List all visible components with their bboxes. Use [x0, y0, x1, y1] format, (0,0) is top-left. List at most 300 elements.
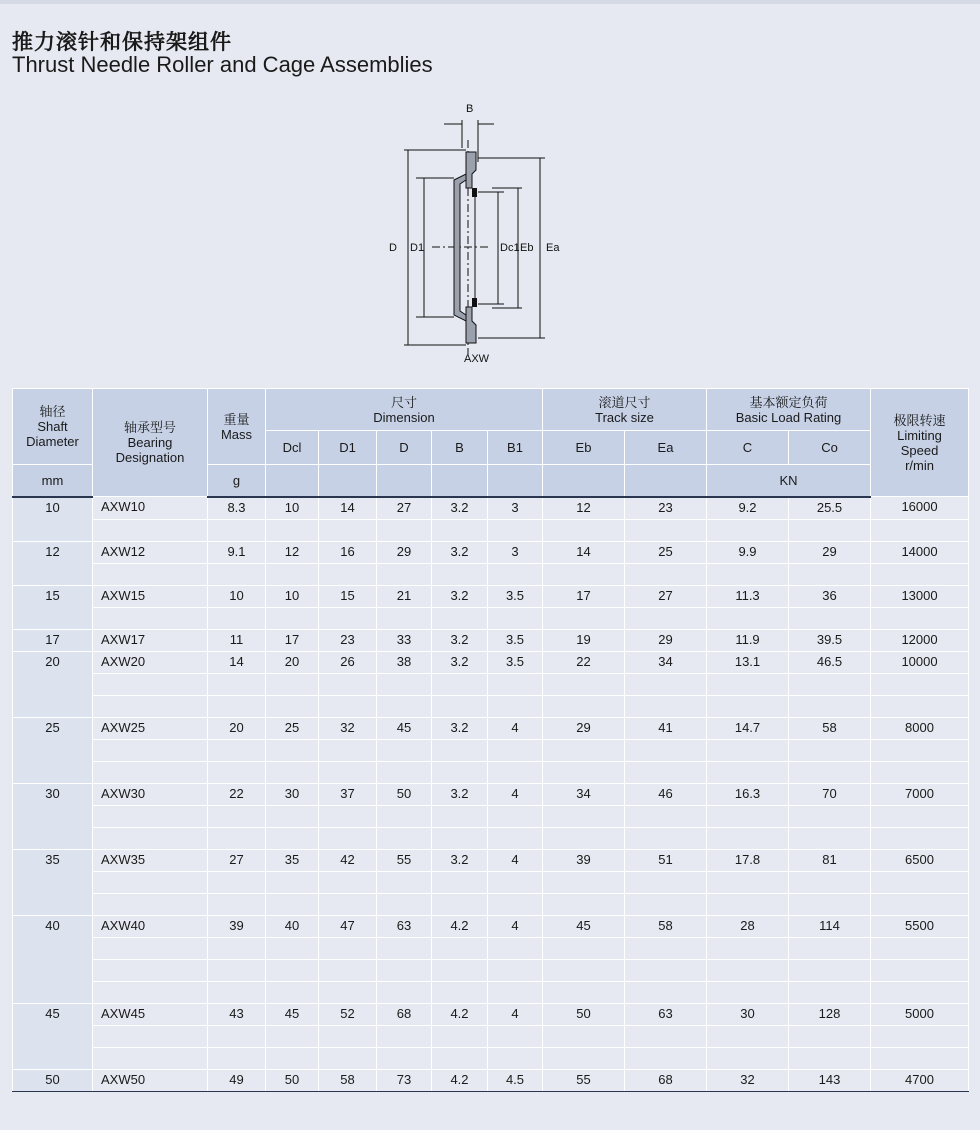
- cell-empty: [707, 827, 789, 849]
- cell-mass: 20: [208, 717, 266, 739]
- cell-empty: [377, 739, 432, 761]
- cell-empty: [432, 673, 488, 695]
- table-spacer-row: [13, 805, 969, 827]
- cell-empty: [208, 1025, 266, 1047]
- cell-ea: 34: [625, 651, 707, 673]
- table-spacer-row: [13, 1025, 969, 1047]
- cell-empty: [432, 519, 488, 541]
- diagram-caption: AXW: [464, 353, 490, 365]
- cell-b: 3.2: [432, 497, 488, 520]
- cell-empty: [432, 563, 488, 585]
- cell-empty: [871, 695, 969, 717]
- cell-empty: [432, 805, 488, 827]
- cell-empty: [266, 673, 319, 695]
- cell-empty: [93, 827, 208, 849]
- table-row: [13, 651, 969, 673]
- cell-b: 3.2: [432, 849, 488, 871]
- cell-empty: [319, 827, 377, 849]
- cell-eb: 50: [543, 1003, 625, 1025]
- cell-empty: [789, 827, 871, 849]
- cell-empty: [208, 563, 266, 585]
- cell-empty: [266, 739, 319, 761]
- cell-empty: [789, 871, 871, 893]
- cell-empty: [319, 893, 377, 915]
- cell-shaft-diameter: 40: [13, 915, 93, 1003]
- cell-empty: [377, 519, 432, 541]
- cell-speed: 5500: [871, 915, 969, 937]
- cell-empty: [432, 871, 488, 893]
- cell-b: 3.2: [432, 717, 488, 739]
- cell-dcl: 35: [266, 849, 319, 871]
- header-text: Basic Load Rating: [735, 409, 842, 425]
- label-dc1: Dc1: [500, 242, 520, 254]
- cell-c: 11.9: [707, 629, 789, 651]
- cell-empty: [377, 871, 432, 893]
- cell-empty: [789, 761, 871, 783]
- cell-empty: [266, 761, 319, 783]
- cell-empty: [625, 673, 707, 695]
- cell-empty: [871, 893, 969, 915]
- header-d1: D1: [319, 431, 377, 465]
- header-text: Track size: [595, 409, 654, 425]
- cell-speed: 16000: [871, 497, 969, 520]
- cell-empty: [377, 827, 432, 849]
- cell-eb: 39: [543, 849, 625, 871]
- cell-empty: [625, 761, 707, 783]
- cell-eb: 22: [543, 651, 625, 673]
- cell-empty: [432, 937, 488, 959]
- cell-empty: [789, 563, 871, 585]
- cell-empty: [543, 1025, 625, 1047]
- cell-empty: [93, 673, 208, 695]
- cell-d1: 26: [319, 651, 377, 673]
- cell-designation: AXW20: [93, 651, 208, 673]
- table-row: [13, 497, 969, 520]
- cell-empty: [871, 981, 969, 1003]
- cell-d: 27: [377, 497, 432, 520]
- cell-designation: AXW17: [93, 629, 208, 651]
- cell-speed: 13000: [871, 585, 969, 607]
- cell-d1: 47: [319, 915, 377, 937]
- cell-empty: [625, 563, 707, 585]
- cell-empty: [543, 607, 625, 629]
- cell-empty: [871, 739, 969, 761]
- cell-shaft-diameter: 30: [13, 783, 93, 849]
- header-text: 尺寸: [390, 394, 417, 410]
- header-mass: [208, 389, 266, 465]
- cell-empty: [208, 739, 266, 761]
- header-text: Dimension: [373, 409, 435, 425]
- cell-empty: [93, 937, 208, 959]
- cell-empty: [377, 563, 432, 585]
- cell-empty: [377, 607, 432, 629]
- header-co: Co: [789, 431, 871, 465]
- cell-empty: [543, 519, 625, 541]
- cell-empty: [543, 893, 625, 915]
- cell-empty: [625, 1025, 707, 1047]
- cell-empty: [871, 805, 969, 827]
- cell-empty: [377, 893, 432, 915]
- cell-empty: [432, 607, 488, 629]
- cell-empty: [319, 981, 377, 1003]
- cell-b1: 3: [488, 497, 543, 520]
- cell-empty: [789, 739, 871, 761]
- cell-dcl: 17: [266, 629, 319, 651]
- table-row: [13, 1003, 969, 1025]
- cell-empty: [208, 673, 266, 695]
- cell-empty: [543, 937, 625, 959]
- cell-co: 128: [789, 1003, 871, 1025]
- cell-d: 45: [377, 717, 432, 739]
- cell-shaft-diameter: 45: [13, 1003, 93, 1069]
- cell-ea: 27: [625, 585, 707, 607]
- cell-empty: [789, 695, 871, 717]
- cell-dcl: 50: [266, 1069, 319, 1091]
- unit-blank: [625, 465, 707, 497]
- cell-dcl: 45: [266, 1003, 319, 1025]
- cell-empty: [432, 695, 488, 717]
- header-basic-load-rating: [707, 389, 871, 431]
- cell-empty: [377, 1025, 432, 1047]
- cell-b1: 3: [488, 541, 543, 563]
- cell-d1: 32: [319, 717, 377, 739]
- cell-eb: 19: [543, 629, 625, 651]
- cell-mass: 11: [208, 629, 266, 651]
- cell-b1: 4: [488, 717, 543, 739]
- specification-table: [12, 388, 969, 1092]
- cell-empty: [208, 761, 266, 783]
- cell-b1: 4: [488, 1003, 543, 1025]
- table-spacer-row: [13, 981, 969, 1003]
- cell-empty: [208, 981, 266, 1003]
- cell-empty: [707, 871, 789, 893]
- cell-c: 32: [707, 1069, 789, 1091]
- cell-empty: [789, 1047, 871, 1069]
- cell-co: 143: [789, 1069, 871, 1091]
- header-dimension: [266, 389, 543, 431]
- cell-co: 70: [789, 783, 871, 805]
- unit-blank: [266, 465, 319, 497]
- cell-dcl: 20: [266, 651, 319, 673]
- cell-d: 63: [377, 915, 432, 937]
- cell-empty: [871, 827, 969, 849]
- cell-ea: 29: [625, 629, 707, 651]
- unit-g: g: [208, 465, 266, 497]
- page-title-chinese: 推力滚针和保持架组件: [12, 30, 232, 54]
- table-row: [13, 783, 969, 805]
- header-c: C: [707, 431, 789, 465]
- cell-empty: [432, 761, 488, 783]
- cell-empty: [707, 959, 789, 981]
- cell-empty: [488, 695, 543, 717]
- table-body: [13, 497, 969, 1092]
- cell-empty: [625, 607, 707, 629]
- cell-empty: [377, 695, 432, 717]
- top-band: [0, 0, 980, 4]
- cell-empty: [625, 981, 707, 1003]
- cross-section-drawing: [380, 100, 580, 370]
- cell-co: 39.5: [789, 629, 871, 651]
- unit-blank: [377, 465, 432, 497]
- cell-empty: [319, 519, 377, 541]
- cell-d1: 16: [319, 541, 377, 563]
- table-spacer-row: [13, 1047, 969, 1069]
- cell-mass: 8.3: [208, 497, 266, 520]
- cell-d: 50: [377, 783, 432, 805]
- cell-empty: [871, 959, 969, 981]
- cell-empty: [488, 1047, 543, 1069]
- cell-b1: 4: [488, 915, 543, 937]
- cell-b: 3.2: [432, 783, 488, 805]
- cell-empty: [432, 1047, 488, 1069]
- cell-empty: [543, 871, 625, 893]
- cell-c: 13.1: [707, 651, 789, 673]
- cell-empty: [543, 673, 625, 695]
- cell-c: 28: [707, 915, 789, 937]
- cell-empty: [543, 827, 625, 849]
- cell-empty: [543, 981, 625, 1003]
- cell-mass: 10: [208, 585, 266, 607]
- label-b: B: [466, 103, 474, 115]
- header-text: 轴承型号: [123, 420, 176, 435]
- cell-empty: [208, 1047, 266, 1069]
- cell-designation: AXW12: [93, 541, 208, 563]
- header-text: Speed: [900, 442, 939, 458]
- cell-shaft-diameter: 12: [13, 541, 93, 585]
- cell-empty: [432, 1025, 488, 1047]
- cell-ea: 46: [625, 783, 707, 805]
- cell-speed: 4700: [871, 1069, 969, 1091]
- cell-empty: [871, 673, 969, 695]
- cell-empty: [93, 519, 208, 541]
- cell-empty: [789, 519, 871, 541]
- cell-empty: [488, 1025, 543, 1047]
- cell-speed: 12000: [871, 629, 969, 651]
- cell-empty: [266, 937, 319, 959]
- cell-c: 30: [707, 1003, 789, 1025]
- cell-empty: [543, 761, 625, 783]
- cell-empty: [789, 1025, 871, 1047]
- cell-speed: 6500: [871, 849, 969, 871]
- cell-empty: [266, 827, 319, 849]
- cell-d1: 42: [319, 849, 377, 871]
- cell-c: 11.3: [707, 585, 789, 607]
- cell-mass: 9.1: [208, 541, 266, 563]
- cell-eb: 55: [543, 1069, 625, 1091]
- unit-mm: mm: [13, 465, 93, 497]
- cell-empty: [789, 673, 871, 695]
- cell-speed: 10000: [871, 651, 969, 673]
- cell-empty: [208, 893, 266, 915]
- cell-ea: 51: [625, 849, 707, 871]
- cell-empty: [707, 893, 789, 915]
- table-row: [13, 541, 969, 563]
- cell-empty: [208, 519, 266, 541]
- cell-designation: AXW35: [93, 849, 208, 871]
- cell-mass: 27: [208, 849, 266, 871]
- cell-ea: 68: [625, 1069, 707, 1091]
- cell-b1: 3.5: [488, 629, 543, 651]
- cell-empty: [488, 871, 543, 893]
- cell-eb: 14: [543, 541, 625, 563]
- table-row: [13, 717, 969, 739]
- cell-empty: [789, 805, 871, 827]
- cell-empty: [432, 959, 488, 981]
- cell-empty: [488, 519, 543, 541]
- cell-empty: [488, 805, 543, 827]
- cell-dcl: 30: [266, 783, 319, 805]
- cell-b: 4.2: [432, 1003, 488, 1025]
- cell-empty: [377, 805, 432, 827]
- cell-co: 46.5: [789, 651, 871, 673]
- header-b1: B1: [488, 431, 543, 465]
- cell-empty: [871, 1025, 969, 1047]
- cell-d: 33: [377, 629, 432, 651]
- cell-empty: [319, 871, 377, 893]
- header-text: Limiting: [897, 427, 942, 443]
- cell-eb: 29: [543, 717, 625, 739]
- cell-b: 4.2: [432, 915, 488, 937]
- cell-empty: [625, 871, 707, 893]
- cell-empty: [707, 761, 789, 783]
- cell-empty: [93, 981, 208, 1003]
- cell-c: 9.2: [707, 497, 789, 520]
- cell-empty: [93, 959, 208, 981]
- cell-b1: 4: [488, 849, 543, 871]
- cell-d1: 23: [319, 629, 377, 651]
- cell-empty: [707, 1047, 789, 1069]
- cell-empty: [377, 1047, 432, 1069]
- header-limiting-speed: [871, 389, 969, 497]
- cell-empty: [871, 607, 969, 629]
- cell-empty: [488, 937, 543, 959]
- header-track-size: [543, 389, 707, 431]
- cell-empty: [707, 519, 789, 541]
- cell-empty: [319, 805, 377, 827]
- cell-empty: [266, 563, 319, 585]
- table-row: [13, 915, 969, 937]
- cell-empty: [266, 695, 319, 717]
- cell-dcl: 10: [266, 585, 319, 607]
- cell-empty: [707, 805, 789, 827]
- cell-empty: [543, 959, 625, 981]
- cell-co: 114: [789, 915, 871, 937]
- cell-b1: 4.5: [488, 1069, 543, 1091]
- cell-dcl: 12: [266, 541, 319, 563]
- cell-co: 29: [789, 541, 871, 563]
- cell-designation: AXW45: [93, 1003, 208, 1025]
- header-b: B: [432, 431, 488, 465]
- cell-empty: [625, 1047, 707, 1069]
- cell-empty: [93, 805, 208, 827]
- cell-empty: [543, 695, 625, 717]
- cell-empty: [266, 805, 319, 827]
- cell-c: 14.7: [707, 717, 789, 739]
- cell-empty: [543, 1047, 625, 1069]
- cell-empty: [208, 937, 266, 959]
- cell-empty: [707, 563, 789, 585]
- cell-co: 36: [789, 585, 871, 607]
- label-d1: D1: [410, 242, 425, 254]
- cell-shaft-diameter: 35: [13, 849, 93, 915]
- cell-dcl: 25: [266, 717, 319, 739]
- cell-empty: [625, 739, 707, 761]
- cell-d1: 15: [319, 585, 377, 607]
- unit-blank: [543, 465, 625, 497]
- cell-empty: [266, 1025, 319, 1047]
- cell-designation: AXW10: [93, 497, 208, 520]
- cell-b1: 3.5: [488, 585, 543, 607]
- cell-empty: [543, 805, 625, 827]
- table-spacer-row: [13, 827, 969, 849]
- cell-empty: [488, 607, 543, 629]
- cell-designation: AXW30: [93, 783, 208, 805]
- cell-empty: [625, 519, 707, 541]
- cell-empty: [208, 959, 266, 981]
- cell-empty: [707, 739, 789, 761]
- cell-b: 3.2: [432, 541, 488, 563]
- cell-empty: [93, 739, 208, 761]
- unit-blank: [319, 465, 377, 497]
- cell-d1: 14: [319, 497, 377, 520]
- cell-b: 3.2: [432, 629, 488, 651]
- cell-empty: [93, 1025, 208, 1047]
- cell-mass: 14: [208, 651, 266, 673]
- cell-empty: [208, 695, 266, 717]
- cell-empty: [707, 695, 789, 717]
- header-text: r/min: [905, 457, 934, 473]
- cell-empty: [488, 739, 543, 761]
- cell-eb: 34: [543, 783, 625, 805]
- cell-speed: 5000: [871, 1003, 969, 1025]
- cell-empty: [319, 1047, 377, 1069]
- cell-ea: 23: [625, 497, 707, 520]
- cell-empty: [319, 937, 377, 959]
- header-dcl: Dcl: [266, 431, 319, 465]
- table-spacer-row: [13, 871, 969, 893]
- cell-b1: 4: [488, 783, 543, 805]
- cell-empty: [488, 563, 543, 585]
- cell-dcl: 40: [266, 915, 319, 937]
- cell-empty: [488, 893, 543, 915]
- cell-d: 68: [377, 1003, 432, 1025]
- cell-empty: [871, 1047, 969, 1069]
- table-spacer-row: [13, 563, 969, 585]
- cell-empty: [625, 805, 707, 827]
- cell-empty: [377, 673, 432, 695]
- table-spacer-row: [13, 673, 969, 695]
- cell-empty: [625, 695, 707, 717]
- cell-designation: AXW50: [93, 1069, 208, 1091]
- cell-empty: [208, 805, 266, 827]
- cell-empty: [377, 937, 432, 959]
- header-text: 重量: [223, 411, 250, 427]
- cell-eb: 12: [543, 497, 625, 520]
- cell-empty: [266, 1047, 319, 1069]
- header-text: 轴径: [39, 404, 66, 419]
- header-eb: Eb: [543, 431, 625, 465]
- page-title-english: Thrust Needle Roller and Cage Assemblies: [12, 52, 433, 77]
- cell-empty: [625, 959, 707, 981]
- cell-b: 4.2: [432, 1069, 488, 1091]
- cell-mass: 49: [208, 1069, 266, 1091]
- cell-d: 55: [377, 849, 432, 871]
- cell-c: 16.3: [707, 783, 789, 805]
- cell-empty: [266, 959, 319, 981]
- cell-empty: [319, 1025, 377, 1047]
- cell-empty: [377, 959, 432, 981]
- cell-empty: [789, 607, 871, 629]
